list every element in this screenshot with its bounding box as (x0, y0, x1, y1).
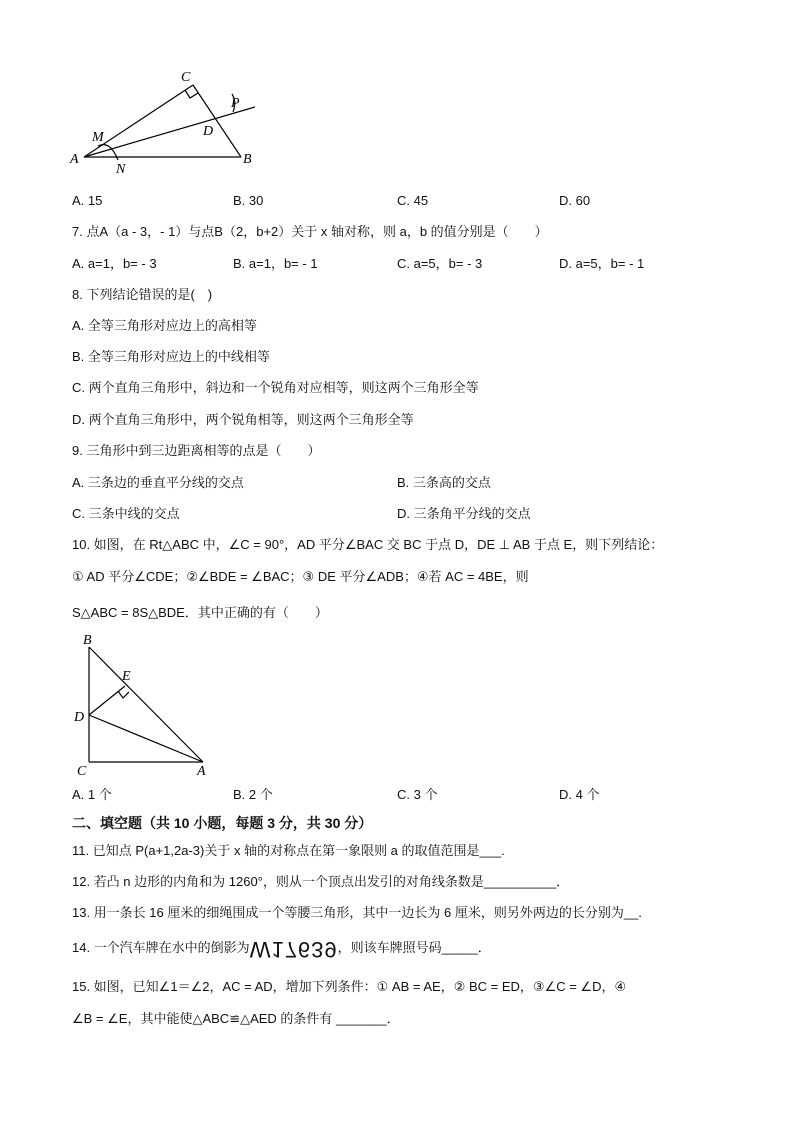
label-D: D (74, 710, 85, 725)
label-C: C (77, 764, 87, 779)
label-D: D (203, 124, 214, 139)
figure-right-triangle (66, 630, 216, 780)
label-A: A (70, 152, 79, 167)
q6-option-b[interactable]: B. 30 (233, 193, 264, 208)
q15-line1: 15. 如图，已知∠1＝∠2，AC = AD，增加下列条件：① AB = AE，② BC = ED，③∠C = ∠D，④ (72, 979, 627, 994)
q10-option-d[interactable]: D. 4 个 (559, 787, 600, 802)
label-B: B (83, 633, 92, 648)
q6-option-a[interactable]: A. 15 (72, 193, 103, 208)
q15-line2: ∠B = ∠E，其中能使△ABC≌△AED 的条件有 _______． (72, 1011, 400, 1026)
q10-line1: 10. 如图，在 Rt△ABC 中，∠C = 90°，AD 平分∠BAC 交 BC 于点 D，DE ⊥ AB 于点 E，则下列结论： (72, 537, 664, 552)
label-N: N (116, 162, 126, 177)
label-E: E (122, 669, 131, 684)
q13: 13. 用一条长 16 厘米的细绳围成一个等腰三角形，其中一边长为 6 厘米，则另外两边的长分别为__. (72, 905, 642, 920)
q10-line2: ① AD 平分∠CDE；②∠BDE = ∠BAC；③ DE 平分∠ADB；④若 AC = 4BE，则 (72, 569, 529, 584)
q9-option-c[interactable]: C. 三条中线的交点 (72, 506, 180, 521)
q12: 12. 若凸 n 边形的内角和为 1260°，则从一个顶点出发引的对角线条数是__________． (72, 874, 570, 889)
q7-option-c[interactable]: C. a=5，b= - 3 (397, 256, 483, 271)
plate-reflection: W17639 (249, 937, 338, 962)
q11: 11. 已知点 P(a+1,2a-3)关于 x 轴的对称点在第一象限则 a 的取值范围是___. (72, 843, 505, 858)
q14-before: 14. 一个汽车牌在水中的倒影为 (72, 940, 250, 955)
q8-option-d[interactable]: D. 两个直角三角形中，两个锐角相等，则这两个三角形全等 (72, 412, 414, 427)
q9-option-a[interactable]: A. 三条边的垂直平分线的交点 (72, 475, 244, 490)
q9-option-d[interactable]: D. 三条角平分线的交点 (397, 506, 531, 521)
q10-line3: S△ABC = 8S△BDE．其中正确的有（ ） (72, 605, 328, 620)
q10-option-c[interactable]: C. 3 个 (397, 787, 438, 802)
figure-angle-bisector (60, 62, 270, 182)
q8-question: 8. 下列结论错误的是( ) (72, 287, 213, 302)
q8-option-c[interactable]: C. 两个直角三角形中，斜边和一个锐角对应相等，则这两个三角形全等 (72, 380, 479, 395)
label-A: A (197, 764, 206, 779)
q7-option-b[interactable]: B. a=1，b= - 1 (233, 256, 318, 271)
q7-option-a[interactable]: A. a=1，b= - 3 (72, 256, 157, 271)
q8-option-b[interactable]: B. 全等三角形对应边上的中线相等 (72, 349, 270, 364)
q8-option-a[interactable]: A. 全等三角形对应边上的高相等 (72, 318, 257, 333)
q6-option-d[interactable]: D. 60 (559, 193, 591, 208)
q6-option-c[interactable]: C. 45 (397, 193, 429, 208)
q10-option-a[interactable]: A. 1 个 (72, 787, 112, 802)
q7-question: 7. 点A（a - 3，- 1）与点B（2，b+2）关于 x 轴对称，则 a，b 的值分别是（ ） (72, 224, 548, 239)
label-M: M (92, 130, 104, 145)
q14 (72, 937, 491, 962)
label-P: P (231, 96, 240, 111)
q10-option-b[interactable]: B. 2 个 (233, 787, 273, 802)
label-B: B (243, 152, 252, 167)
q14-after: ，则该车牌照号码_____． (337, 940, 491, 955)
section-heading: 二、填空题（共 10 小题，每题 3 分，共 30 分） (72, 815, 373, 831)
label-C: C (181, 70, 191, 85)
q7-option-d[interactable]: D. a=5，b= - 1 (559, 256, 645, 271)
q9-question: 9. 三角形中到三边距离相等的点是（ ） (72, 443, 321, 458)
q9-option-b[interactable]: B. 三条高的交点 (397, 475, 491, 490)
